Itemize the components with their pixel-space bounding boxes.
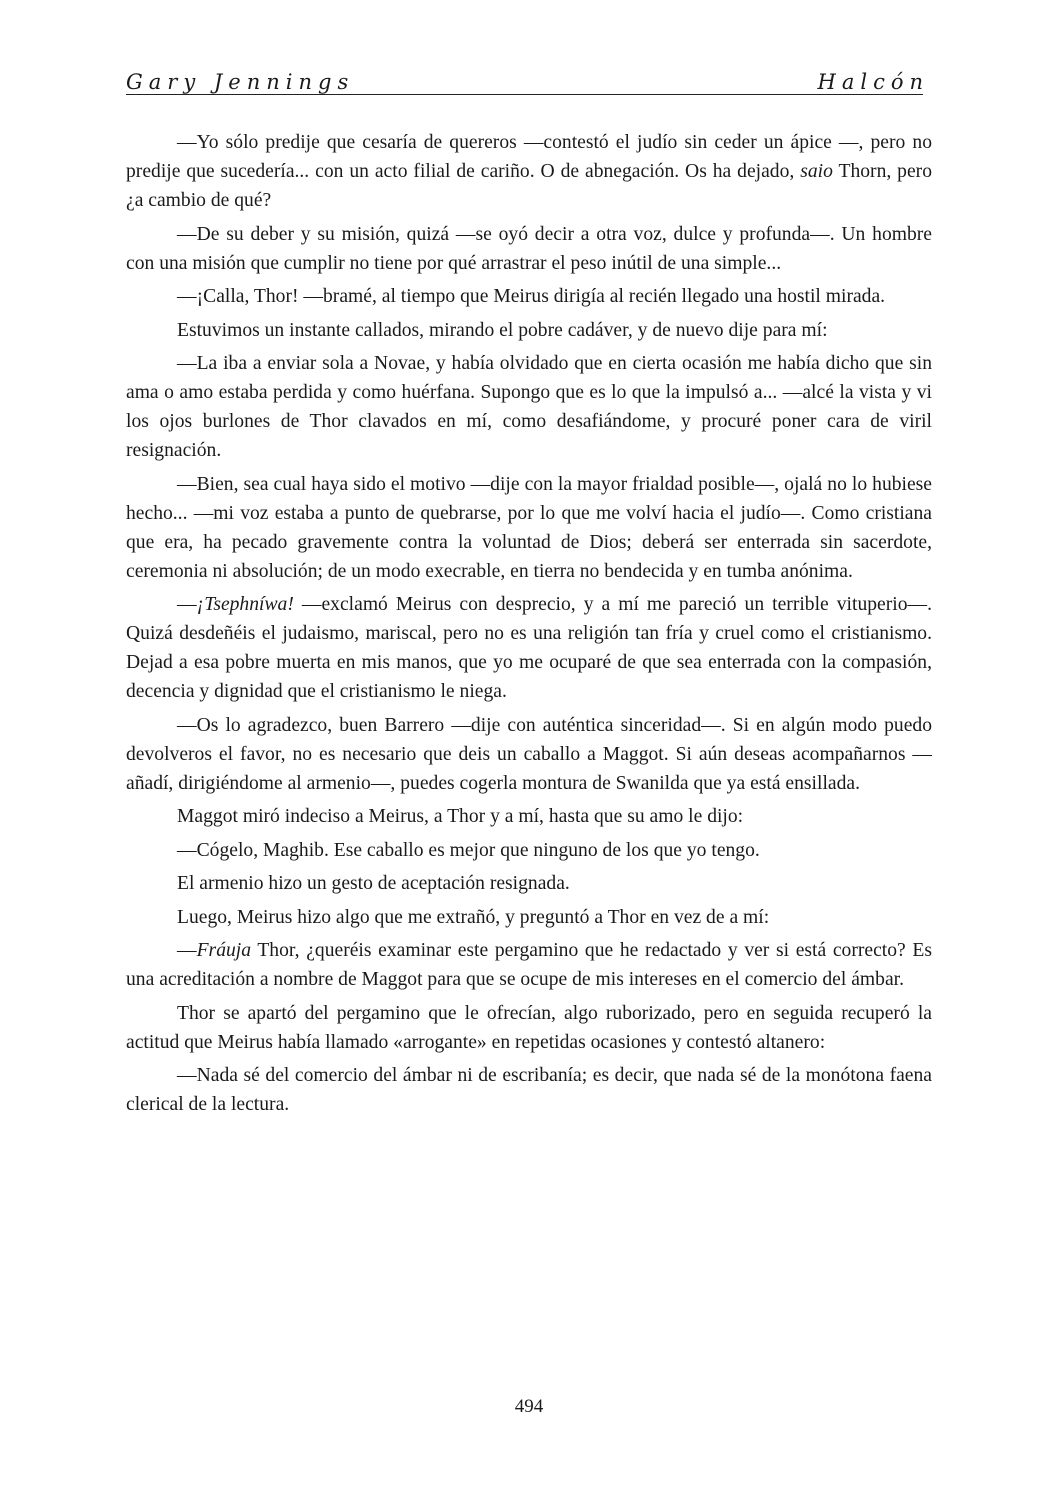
text-run: —Cógelo, Maghib. Ese caballo es mejor que ninguno de los que yo tengo. bbox=[177, 839, 760, 861]
text-run: —Os lo agradezco, buen Barrero —dije con auténtica sinceridad—. Si en algún modo puedo devolveros el favor, no es necesario que deis un caballo a Maggot. Si aún deseas acompañarnos —añadí, dirigiéndome al armenio—, puedes cogerla montura de Swanilda que ya está ensillada. bbox=[126, 714, 932, 794]
paragraph bbox=[126, 470, 932, 586]
text-run: Thor, ¿queréis examinar este pergamino que he redactado y ver si está correcto? Es una acreditación a nombre de Maggot para que se ocupe de mis intereses en el comercio del ámbar. bbox=[126, 940, 932, 990]
text-run: —De su deber y su misión, quizá —se oyó decir a otra voz, dulce y profunda—. Un hombre con una misión que cumplir no tiene por qué arrastrar el peso inútil de una simple... bbox=[126, 223, 932, 274]
paragraph bbox=[126, 220, 932, 278]
paragraph bbox=[126, 903, 932, 932]
text-run: —Yo sólo predije que cesaría de quereros —contestó el judío sin ceder un ápice —, pero no predije que sucedería... con un acto filial de cariño. O de abnegación. Os ha dejado, bbox=[126, 132, 932, 182]
paragraph bbox=[126, 1061, 932, 1119]
running-header bbox=[126, 70, 929, 95]
text-run: Thorn, pero ¿a cambio de qué? bbox=[126, 161, 932, 211]
text-run: Luego, Meirus hizo algo que me extrañó, y preguntó a Thor en vez de a mí: bbox=[177, 906, 770, 928]
text-run: Maggot miró indeciso a Meirus, a Thor y a mí, hasta que su amo le dijo: bbox=[177, 806, 744, 827]
page-number: 494 bbox=[514, 1396, 544, 1417]
page-body bbox=[126, 128, 932, 1124]
paragraph bbox=[126, 802, 932, 831]
text-run: — bbox=[177, 940, 197, 961]
paragraph bbox=[126, 936, 932, 994]
paragraph bbox=[126, 316, 932, 345]
text-run: —Bien, sea cual haya sido el motivo —dije con la mayor frialdad posible—, ojalá no lo hubiese hecho... —mi voz estaba a punto de quebrarse, por lo que me volví hacia el judío—. Como cristiana que era, ha pecado gravemente contra la voluntad de Dios; deberá ser enterrada sin sacerdote, ceremonia ni absolución; de un modo execrable, en tierra no bendecida y en tumba anónima. bbox=[126, 473, 932, 582]
text-run: Estuvimos un instante callados, mirando el pobre cadáver, y de nuevo dije para mí: bbox=[177, 319, 828, 341]
text-run: —Nada sé del comercio del ámbar ni de escribanía; es decir, que nada sé de la monótona faena clerical de la lectura. bbox=[126, 1065, 932, 1115]
paragraph bbox=[126, 711, 932, 798]
header-author: Gary Jennings bbox=[126, 70, 355, 94]
text-run: —exclamó Meirus con desprecio, y a mí me pareció un terrible vituperio—. Quizá desdeñéis el judaismo, mariscal, pero no es una religión tan fría y cruel como el cristianismo. Dejad a esa pobre muerta en mis manos, que yo me ocuparé de que sea enterrada con la compasión, decencia y dignidad que el cristianismo le niega. bbox=[126, 594, 932, 702]
text-run: —La iba a enviar sola a Novae, y había olvidado que en cierta ocasión me había dicho que sin ama o amo estaba perdida y como huérfana. Supongo que es lo que la impulsó a... —alcé la vista y vi los ojos burlones de Thor clavados en mí, como desafiándome, y procuré poner cara de viril resignación. bbox=[126, 353, 932, 461]
text-run: —¡Calla, Thor! —bramé, al tiempo que Meirus dirigía al recién llegado una hostil mirada. bbox=[177, 286, 886, 307]
text-run: El armenio hizo un gesto de aceptación resignada. bbox=[177, 873, 570, 894]
paragraph bbox=[126, 836, 932, 865]
header-book-title: Halcón bbox=[817, 70, 929, 94]
text-run: Thor se apartó del pergamino que le ofrecían, algo ruborizado, pero en seguida recuperó la actitud que Meirus había llamado «arrogante» en repetidas ocasiones y contestó altanero: bbox=[126, 1002, 932, 1053]
text-run: — bbox=[177, 594, 197, 615]
paragraph bbox=[126, 999, 932, 1057]
paragraph bbox=[126, 128, 932, 215]
italic-text: saio bbox=[800, 161, 833, 182]
paragraph bbox=[126, 349, 932, 465]
italic-text: ¡Tsephníwa! bbox=[196, 594, 294, 615]
paragraph bbox=[126, 869, 932, 898]
paragraph bbox=[126, 282, 932, 311]
italic-text: Fráuja bbox=[196, 940, 252, 961]
paragraph bbox=[126, 590, 932, 706]
